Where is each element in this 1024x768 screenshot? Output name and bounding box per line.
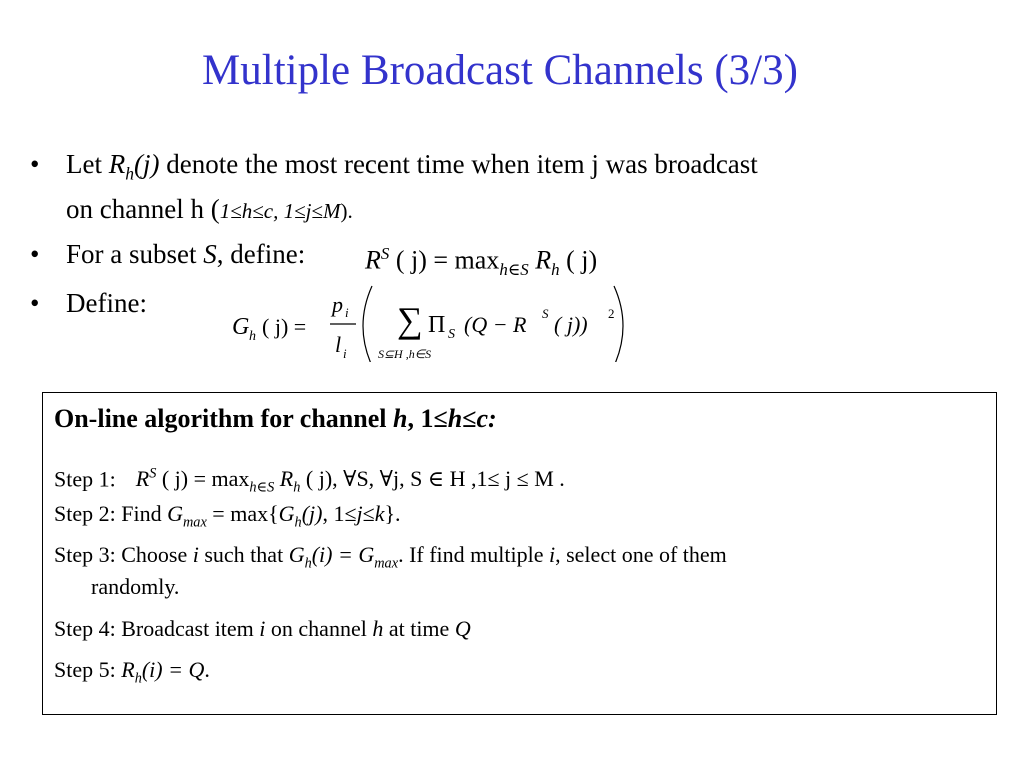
step3-select: , select one of them <box>555 542 727 567</box>
formula-num-sub: i <box>345 305 349 320</box>
step3-text: Step 3: Choose <box>54 542 193 567</box>
step5-eq: (i) = Q <box>141 657 205 682</box>
step1-R: R <box>135 466 150 492</box>
text-define-G: Define: <box>66 288 147 318</box>
bullet-marker: • <box>30 288 40 318</box>
step1-sup: S <box>149 466 157 482</box>
formula-G-lhs: G <box>232 314 250 340</box>
step1-sub: h∈S <box>249 479 275 496</box>
formula-sub-h: h <box>551 259 560 279</box>
bullet-text <box>66 149 758 224</box>
prod-symbol: Π <box>428 312 446 338</box>
step3-eq: (i) = G <box>311 542 375 567</box>
formula-R: R <box>365 245 381 275</box>
formula-body: (Q − R <box>464 312 527 337</box>
range-text: 1≤h≤c, 1≤j≤M <box>219 199 341 224</box>
formula-den-sub: i <box>343 346 347 361</box>
step2-j: (j) <box>301 501 323 526</box>
bullet-marker: • <box>30 149 40 179</box>
step5-R: R <box>121 657 135 682</box>
title-h2: h <box>447 404 463 433</box>
formula-sup-S: S <box>380 244 390 263</box>
step3-if: . If find multiple <box>398 542 549 567</box>
step3-hsub: h <box>304 555 312 572</box>
step5-hsub: h <box>134 670 142 687</box>
formula-G-lhs-rest: ( j) = <box>262 314 307 339</box>
step-5 <box>54 655 979 693</box>
step3-G: G <box>288 542 305 567</box>
step3-maxsub: max <box>374 555 399 572</box>
step-2 <box>54 499 979 537</box>
title-leq: ≤ <box>462 404 477 433</box>
step5-text: Step 5: <box>54 657 122 682</box>
text-on-channel: on channel h ( <box>66 194 220 225</box>
step2-k: k <box>374 501 385 526</box>
formula-Rh: R <box>528 245 552 275</box>
bullet-marker: • <box>30 239 40 269</box>
step5-end: . <box>204 657 210 682</box>
step-3-continued: randomly. <box>91 574 180 599</box>
algorithm-box <box>42 392 997 715</box>
algorithm-title <box>54 401 984 437</box>
step2-Gsub: max <box>182 514 207 531</box>
prod-subscript: S <box>448 327 455 342</box>
left-paren <box>363 286 372 362</box>
formula-body-sup: S <box>542 306 549 321</box>
formula-square: 2 <box>608 306 615 321</box>
symbol-j: (j) <box>134 149 160 179</box>
formula-body-end: ( j)) <box>554 312 588 337</box>
step2-hsub: h <box>294 514 302 531</box>
bullet-subset-define <box>30 236 1006 279</box>
step2-G: G <box>167 501 183 526</box>
text-denote: denote the most recent time when item j was broadcast <box>159 149 758 179</box>
title-range-a: , 1≤ <box>407 404 448 433</box>
step4-text: Step 4: Broadcast item <box>54 616 260 641</box>
step2-Gh: G <box>278 501 295 526</box>
right-paren <box>614 286 623 362</box>
step4-h: h <box>372 616 384 641</box>
symbol-S: S <box>203 239 217 269</box>
step1-Rh: R <box>274 466 294 492</box>
formula-sub-hS: h∈S <box>499 259 529 279</box>
step4-channel: on channel <box>265 616 373 641</box>
step4-i: i <box>259 616 266 641</box>
step2-leq: ≤ <box>362 501 375 526</box>
step4-time: at time <box>383 616 455 641</box>
step1-formula <box>135 466 565 496</box>
text-define: , define: <box>216 239 306 269</box>
title-c: c: <box>476 404 497 433</box>
step1-rest: ( j), ∀S, ∀j, S ∈ H ,1≤ j ≤ M . <box>300 466 565 492</box>
sum-subscript: S⊆H ,h∈S <box>378 347 432 361</box>
step3-i: i <box>192 542 199 567</box>
step2-j2: j <box>356 501 363 526</box>
sum-symbol: ∑ <box>397 300 423 340</box>
step-4 <box>54 614 979 644</box>
symbol-sub-h: h <box>125 163 134 184</box>
step1-Rsub: h <box>293 479 301 496</box>
step1-max: ( j) = max <box>156 466 250 492</box>
step1-label: Step 1: <box>54 466 116 492</box>
title-h: h <box>392 404 408 433</box>
formula-RS <box>365 236 597 288</box>
step-1 <box>54 459 979 503</box>
text-let: Let <box>66 149 109 179</box>
step4-Q: Q <box>454 616 471 641</box>
step3-such-that: such that <box>198 542 289 567</box>
step3-i2: i <box>548 542 556 567</box>
formula-G <box>232 282 652 362</box>
slide-title: Multiple Broadcast Channels (3/3) <box>202 47 798 94</box>
symbol-R: R <box>108 149 126 179</box>
step2-end: }. <box>384 501 401 526</box>
step2-text: Step 2: Find <box>54 501 168 526</box>
bullet-definition-R <box>30 146 758 229</box>
step2-range: , 1≤ <box>322 501 357 526</box>
formula-G-lhs-sub: h <box>249 329 256 344</box>
formula-j: ( j) <box>559 245 598 275</box>
formula-max: ( j) = max <box>389 245 500 275</box>
text-for-subset: For a subset <box>66 239 204 269</box>
step2-max: = max{ <box>206 501 279 526</box>
title-text: On-line algorithm for channel <box>54 404 393 433</box>
range-end: ). <box>340 199 353 224</box>
formula-den: l <box>335 332 342 357</box>
formula-num: p <box>332 292 343 317</box>
